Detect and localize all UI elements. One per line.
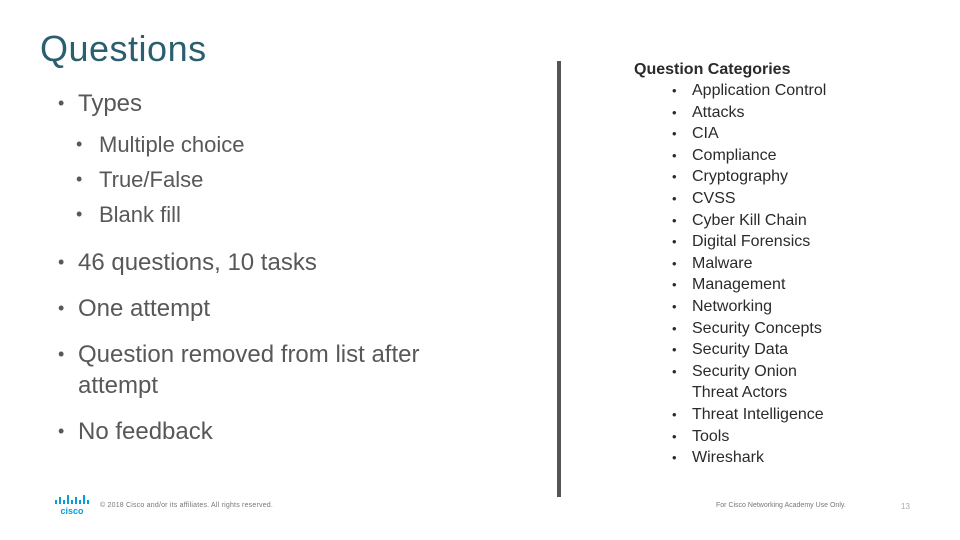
category-label: Compliance (692, 146, 777, 164)
bullet-dot: • (672, 169, 677, 185)
category-label: CVSS (692, 189, 736, 207)
category-item (634, 426, 934, 448)
bullet-dot: • (672, 320, 677, 336)
category-item (634, 447, 934, 469)
category-label: CIA (692, 125, 719, 143)
sub-bullet-true-false (58, 162, 528, 197)
category-label: Application Control (692, 82, 827, 99)
category-item (634, 80, 934, 102)
vertical-divider (557, 61, 561, 497)
categories-heading: Question Categories (634, 61, 791, 78)
bullet-dot: • (672, 450, 677, 466)
category-label: Wireshark (692, 449, 765, 467)
left-bullet-list (58, 88, 528, 447)
bullet-dot: • (58, 252, 65, 272)
category-list (634, 80, 934, 469)
bullet-text: One attempt (78, 295, 211, 322)
question-categories-panel (634, 59, 934, 469)
category-label: Security Data (692, 341, 789, 359)
bullet-question-count (58, 247, 528, 278)
bullet-question-removed (58, 339, 498, 401)
bullet-dot: • (672, 212, 677, 228)
category-item (634, 274, 934, 296)
bullet-dot: • (76, 169, 83, 189)
bullet-dot: • (672, 234, 677, 250)
category-item (634, 318, 934, 340)
bullet-dot: • (672, 277, 677, 293)
bullet-text: Types (78, 90, 143, 117)
sub-bullet-blank-fill (58, 197, 528, 232)
category-item (634, 145, 934, 167)
sub-bullet-text: True/False (99, 167, 204, 192)
academy-notice: For Cisco Networking Academy Use Only. (716, 502, 846, 509)
bullet-one-attempt (58, 293, 528, 324)
bullet-text: Question removed from list after attempt (78, 341, 420, 399)
page-number: 13 (901, 502, 910, 511)
sub-bullet-text: Blank fill (99, 202, 181, 227)
bullet-dot: • (672, 428, 677, 444)
category-label: Tools (692, 427, 730, 445)
category-label: Cryptography (692, 168, 789, 186)
bullet-dot: • (76, 204, 83, 224)
cisco-logo-icon (52, 494, 92, 516)
bullet-types (58, 88, 528, 119)
sub-bullet-text: Multiple choice (99, 132, 245, 157)
category-label: Threat Intelligence (692, 405, 824, 423)
bullet-dot: • (58, 93, 65, 113)
category-item (634, 339, 934, 361)
bullet-no-feedback (58, 416, 528, 447)
bullet-text: 46 questions, 10 tasks (78, 249, 317, 276)
copyright-text: © 2018 Cisco and/or its affiliates. All rights reserved. (100, 502, 274, 509)
category-item (634, 102, 934, 124)
bullet-dot: • (58, 298, 65, 318)
bullet-dot: • (58, 344, 65, 364)
category-item-unbulleted (634, 382, 934, 404)
bullet-dot: • (672, 255, 677, 271)
category-label: Digital Forensics (692, 233, 811, 251)
category-item (634, 188, 934, 210)
bullet-dot: • (672, 104, 677, 120)
category-label: Security Concepts (692, 319, 822, 337)
bullet-text: No feedback (78, 418, 213, 445)
category-item (634, 361, 934, 383)
category-label: Malware (692, 254, 753, 272)
bullet-dot: • (672, 363, 677, 379)
bullet-dot: • (672, 147, 677, 163)
logo-wordmark: cisco (60, 506, 84, 516)
category-item (634, 210, 934, 232)
category-item (634, 253, 934, 275)
category-label: Attacks (692, 103, 745, 121)
category-item (634, 296, 934, 318)
sub-bullet-list (58, 127, 528, 232)
bullet-dot: • (672, 406, 677, 422)
sub-bullet-multiple-choice (58, 127, 528, 162)
bullet-dot: • (76, 134, 83, 154)
category-item (634, 123, 934, 145)
bullet-dot: • (672, 342, 677, 358)
category-item (634, 231, 934, 253)
category-item (634, 404, 934, 426)
category-label: Cyber Kill Chain (692, 211, 807, 229)
bullet-dot: • (58, 421, 65, 441)
category-label: Networking (692, 297, 773, 315)
category-item (634, 166, 934, 188)
bullet-dot: • (672, 298, 677, 314)
category-label: Security Onion (692, 362, 797, 380)
slide-title: Questions (40, 28, 207, 69)
bullet-dot: • (672, 126, 677, 142)
category-label: Threat Actors (692, 384, 788, 402)
category-label: Management (692, 276, 786, 294)
bullet-dot: • (672, 83, 677, 98)
bullet-dot: • (672, 190, 677, 206)
